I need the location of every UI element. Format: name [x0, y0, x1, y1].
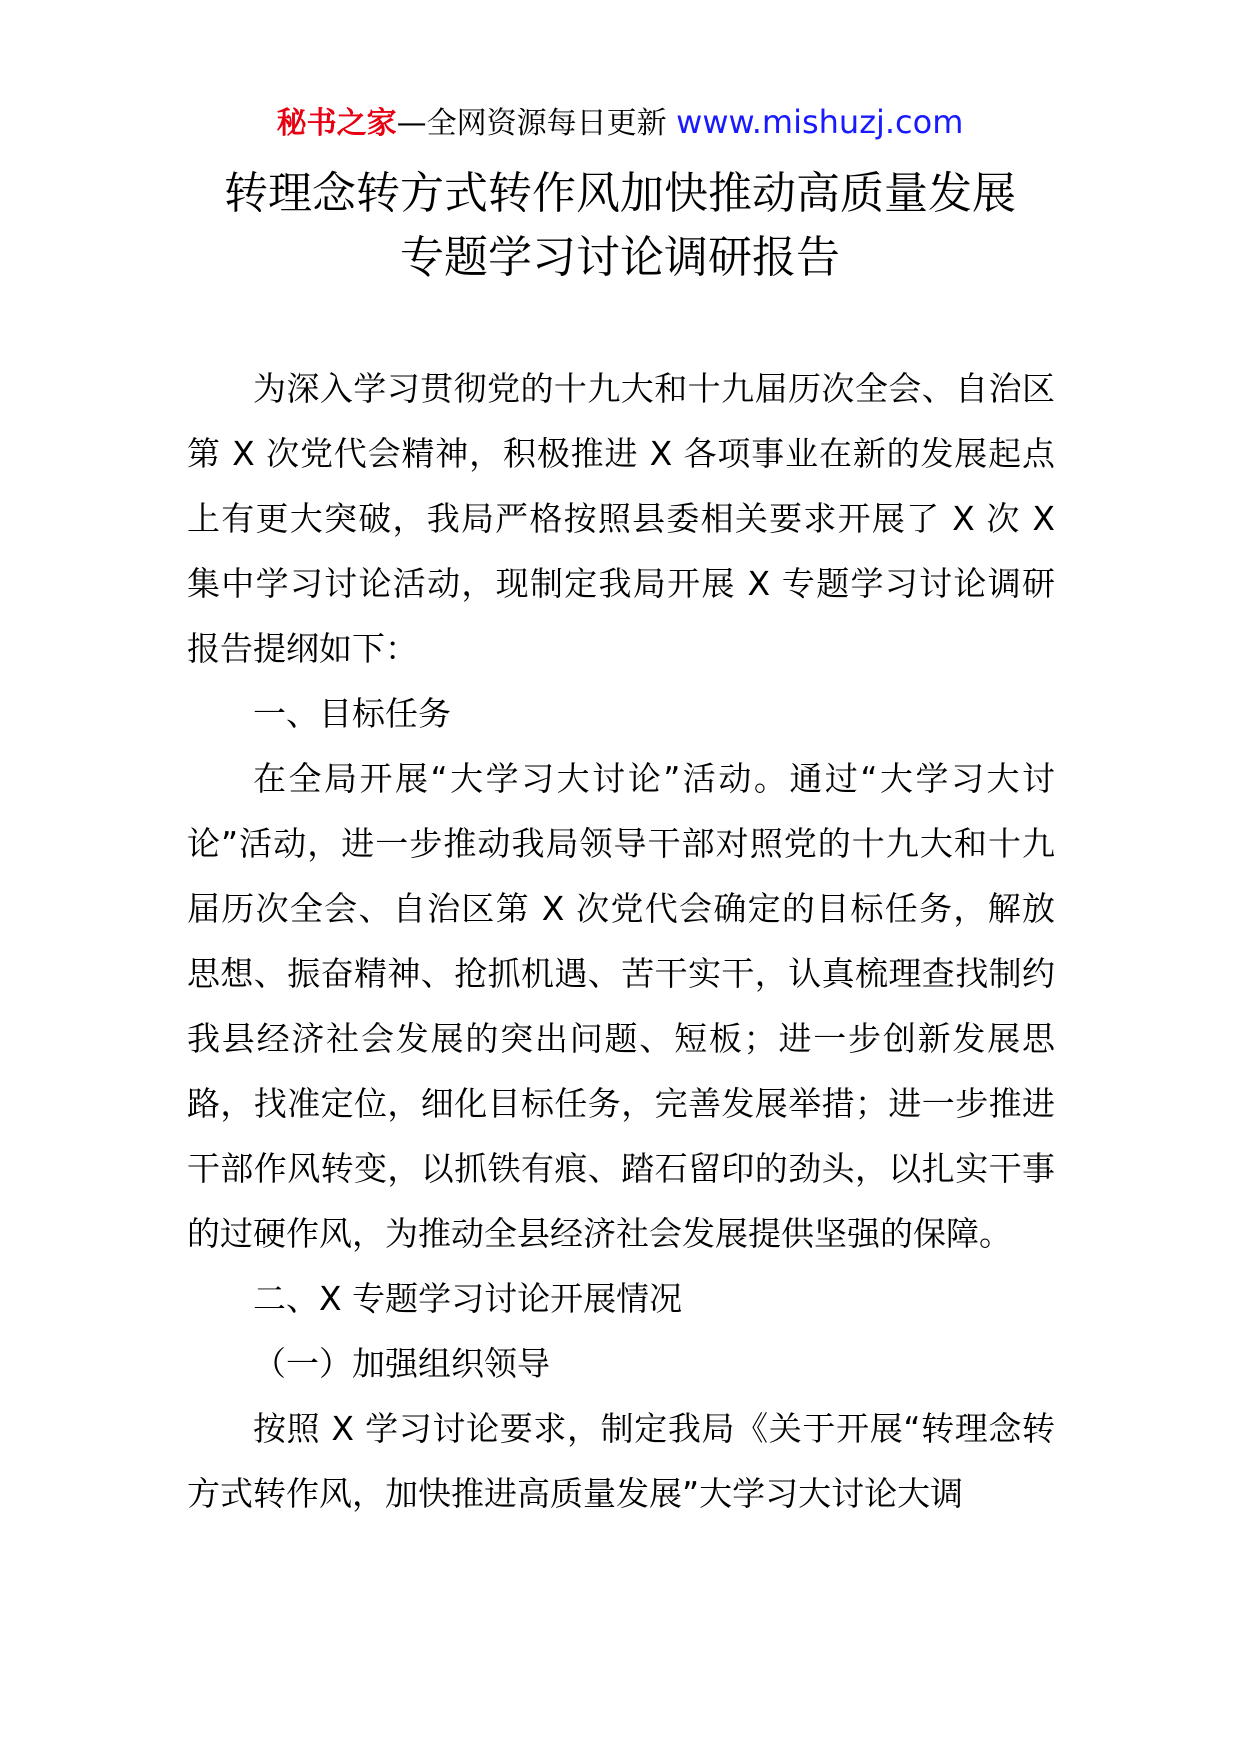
- section-heading-2: 二、X 专题学习讨论开展情况: [253, 1279, 683, 1318]
- title-line-1: 转理念转方式转作风加快推动高质量发展: [224, 168, 1016, 219]
- document-title: [0, 162, 1240, 290]
- title-line-2: 专题学习讨论调研报告: [400, 232, 840, 283]
- brand-name: 秘书之家: [276, 106, 397, 141]
- site-url[interactable]: www.mishuzj.com: [676, 103, 964, 141]
- organization-paragraph: 按照 X 学习讨论要求，制定我局《关于开展“转理念转方式转作风，加快推进高质量发展”大学习大讨论大调: [187, 1409, 1055, 1513]
- document-body: [187, 356, 1055, 1526]
- subsection-heading-1: （一）加强组织领导: [253, 1344, 550, 1383]
- section-heading-1: 一、目标任务: [253, 694, 451, 733]
- intro-paragraph: 为深入学习贯彻党的十九大和十九届历次全会、自治区第 X 次党代会精神，积极推进 X 各项事业在新的发展起点上有更大突破，我局严格按照县委相关要求开展了 X 次 X 集中学习讨论活动，现制定我局开展 X 专题学习讨论调研报告提纲如下：: [187, 369, 1055, 668]
- header-tagline: —全网资源每日更新: [396, 106, 677, 141]
- site-header: [0, 102, 1240, 144]
- goals-paragraph: 在全局开展“大学习大讨论”活动。通过“大学习大讨论”活动，进一步推动我局领导干部对照党的十九大和十九届历次全会、自治区第 X 次党代会确定的目标任务，解放思想、振奋精神、抢抓机遇、苦干实干，认真梳理查找制约我县经济社会发展的突出问题、短板；进一步创新发展思路，找准定位，细化目标任务，完善发展举措；进一步推进干部作风转变，以抓铁有痕、踏石留印的劲头，以扎实干事的过硬作风，为推动全县经济社会发展提供坚强的保障。: [187, 759, 1055, 1253]
